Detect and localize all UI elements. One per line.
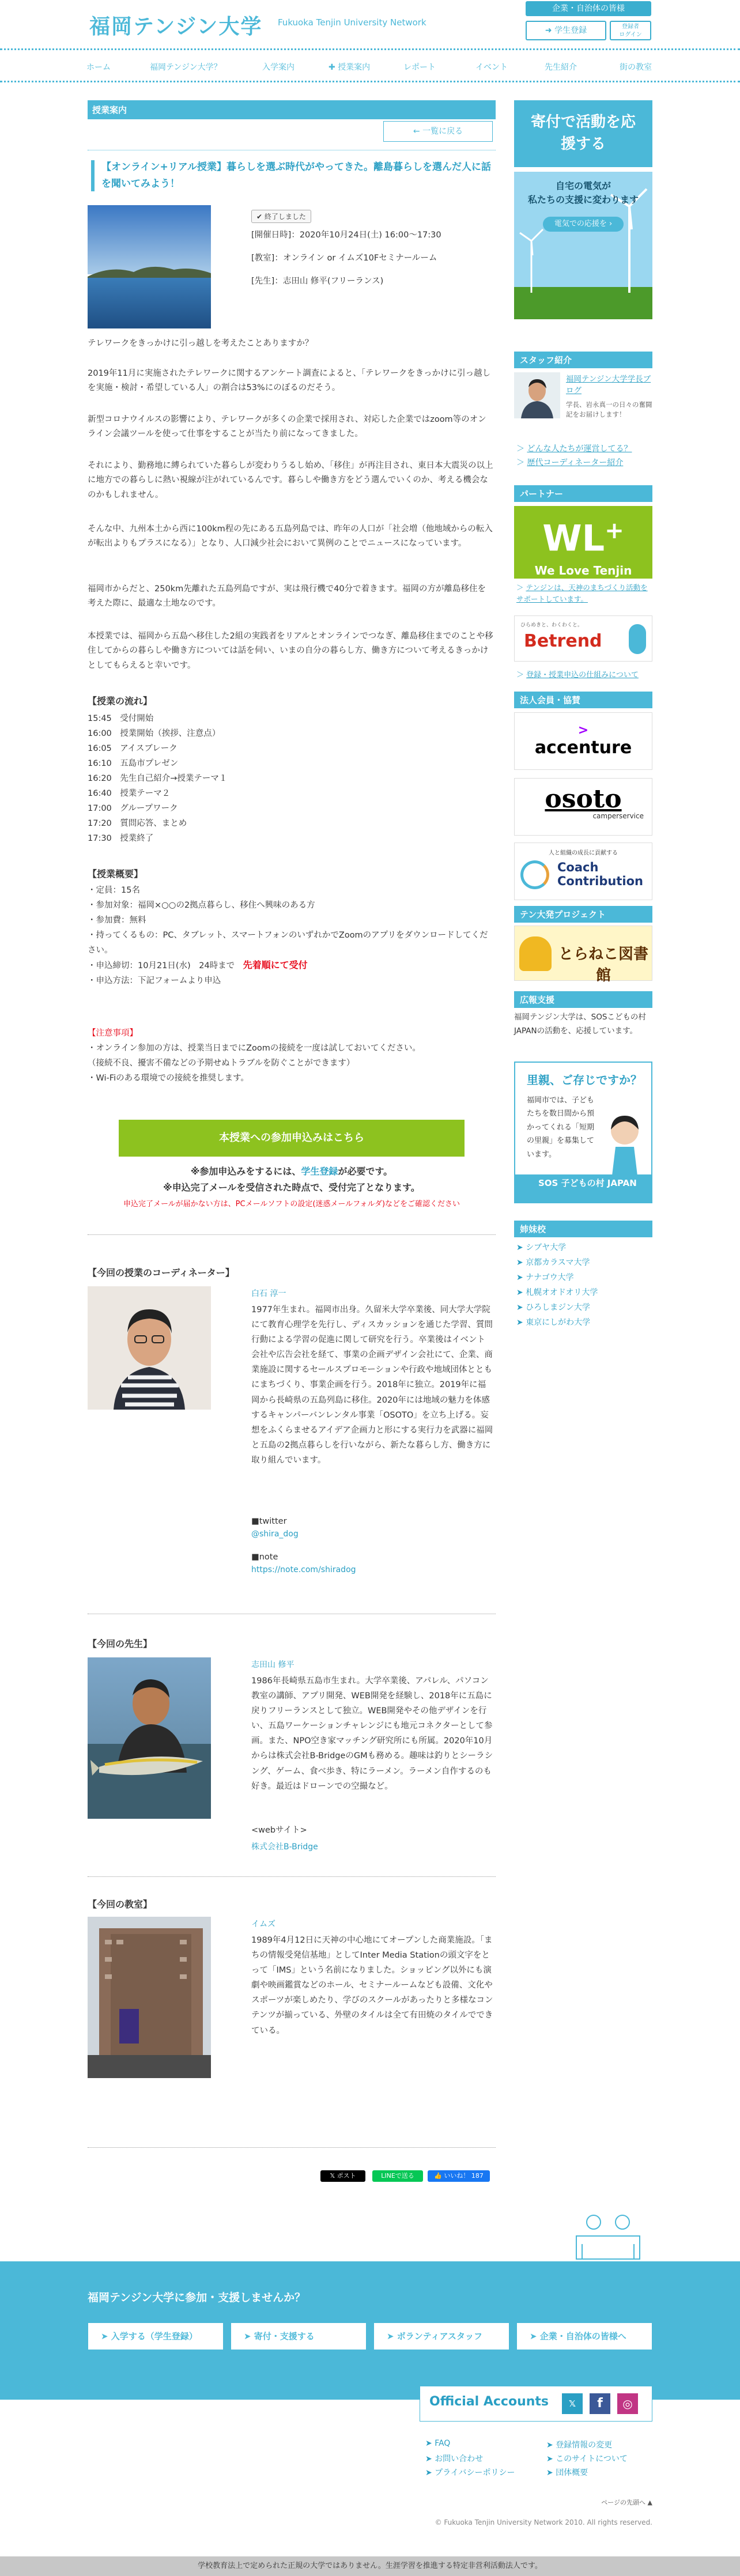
sister-school-link[interactable]: ➤ ひろしまジン大学 bbox=[516, 1303, 590, 1312]
arrow-icon: ➜ bbox=[545, 26, 555, 35]
donate-banner[interactable]: 寄付で活動を応援する bbox=[514, 100, 652, 167]
privacy-link[interactable]: ➤ プライバシーポリシー bbox=[425, 2468, 515, 2477]
main-nav bbox=[75, 56, 663, 77]
share-facebook-button[interactable] bbox=[428, 2170, 490, 2182]
class-date: [開催日時]：2020年10月24日(土) 16:00〜17:30 bbox=[251, 231, 441, 240]
nav-report[interactable]: レポート bbox=[403, 63, 436, 72]
copyright: © Fukuoka Tenjin University Network 2010. All rights reserved. bbox=[435, 2518, 652, 2526]
school-desc: 1989年4月12日に天神の中心地にてオープンした商業施設。「まちの情報受発信基地」としてInter Media Stationの頭文字をとって「IMS」という名前になりました。ショッピング以外にも演劇や映画鑑賞などのホール、セミナールームなども設備、文化やスポーツが楽しめたり、学びのスクールがあったりと多様なコンテンツが揃っている、外壁のタイルは全て有田焼のタイルでできている。 bbox=[251, 1936, 493, 2035]
facebook-icon[interactable]: f bbox=[590, 2393, 610, 2414]
nav-classes[interactable]: ✚ 授業案内 bbox=[329, 63, 371, 72]
section-label: 授業案内 bbox=[88, 100, 496, 119]
foster-banner[interactable] bbox=[514, 1062, 652, 1203]
bottom-notice-bar: 学校教育法上で定められた正規の大学ではありません。生涯学習を推進する特定非営利活動法人です。 bbox=[0, 2556, 740, 2576]
register-label: 学生登録 bbox=[554, 26, 587, 35]
title-accent bbox=[91, 160, 95, 191]
registration-info-label: 登録・授業申込の仕組みについて bbox=[526, 671, 639, 679]
register-button[interactable] bbox=[526, 21, 606, 40]
toraneko-library-banner[interactable] bbox=[514, 926, 652, 984]
coach-logo-icon bbox=[520, 860, 549, 889]
person-photo bbox=[88, 1286, 211, 1410]
corporate-heading: 法人会員・協賛 bbox=[514, 692, 652, 708]
teacher-bio: 1986年長崎県五島市生まれ。大学卒業後、アパレル、パソコン教室の講師、アプリ開発、WEB開発を経験し、2018年に五島に戻りフリーランスとして独立。WEB開発やその他デザインを行い、五島ワーケーションチャレンジにも地元コネクターとして参画。また、NPO空き家マッチング研究所にも所属。2020年10月からは株式会社B-BridgeのGMも務める。趣味は釣りとシーラシング、ゲーム、食べ歩き、特にラーメン。ラーメン自作するのも好き。最近はドローンでの空撮など。 bbox=[251, 1676, 493, 1791]
coach-tagline: 人と組織の成長に貢献する bbox=[549, 850, 618, 856]
corporate-button[interactable]: 企業・自治体の皆様 bbox=[526, 1, 651, 16]
nav-admission[interactable]: 入学案内 bbox=[262, 63, 295, 72]
footer-link-label: 団体概要 bbox=[556, 2468, 588, 2477]
outline-item: ・申込方法：下記フォームより申込 bbox=[88, 976, 221, 985]
fishing-photo bbox=[88, 1657, 211, 1819]
wl-text: WL bbox=[542, 517, 605, 560]
flow-title: 【授業の流れ】 bbox=[88, 696, 153, 707]
footer-button-label: 寄付・支援する bbox=[254, 2331, 315, 2341]
twitter-icon[interactable]: 𝕏 bbox=[562, 2393, 583, 2414]
caution-list bbox=[88, 1026, 493, 1086]
flow-item: 17:30 授業終了 bbox=[88, 834, 154, 843]
accenture-logo: accenture bbox=[534, 738, 632, 758]
staff-link-label: どんな人たちが運営してる？ bbox=[527, 444, 632, 454]
twitter-link[interactable]: @shira_dog bbox=[251, 1529, 299, 1539]
outline-title: 【授業概要】 bbox=[88, 868, 144, 879]
nav-classes-label: 授業案内 bbox=[338, 63, 371, 72]
official-accounts-title: Official Accounts bbox=[429, 2394, 549, 2409]
school-name[interactable]: イムズ bbox=[251, 1920, 275, 1929]
x-icon: 𝕏 bbox=[330, 2172, 337, 2180]
sister-schools-list bbox=[516, 1240, 598, 1330]
energy-line-1: 自宅の電気が bbox=[555, 180, 611, 191]
we-love-tenjin-banner[interactable] bbox=[514, 506, 652, 579]
footer-illustration bbox=[565, 2201, 651, 2265]
body-paragraph: 福岡市からだと、250km先離れた五島列島ですが、実は飛行機で40分で着きます。福岡の方が離島移住を考えた際に、最適な土地なのです。 bbox=[88, 584, 486, 609]
teacher-web-link[interactable]: 株式会社B-Bridge bbox=[251, 1842, 318, 1852]
outline-item bbox=[88, 958, 493, 973]
nav-divider bbox=[0, 81, 740, 82]
partner-heading: パートナー bbox=[514, 485, 652, 502]
sister-school-label[interactable]: ひろしまジン大学 bbox=[526, 1303, 590, 1312]
caution-title: 【注意事項】 bbox=[88, 1029, 138, 1038]
foster-title: 里親、ご存じですか？ bbox=[527, 1073, 642, 1087]
teacher-name[interactable]: 志田山 修平 bbox=[251, 1660, 295, 1670]
nav-teachers[interactable]: 先生紹介 bbox=[545, 63, 577, 72]
osoto-logo: osoto bbox=[545, 784, 622, 814]
coordinators-link-label: 歴代コーディネーター紹介 bbox=[527, 458, 624, 467]
class-photo bbox=[88, 205, 211, 328]
osoto-subtitle: camperservice bbox=[592, 812, 644, 820]
divider bbox=[88, 1876, 496, 1877]
share-x-button[interactable] bbox=[320, 2170, 365, 2182]
osoto-banner[interactable] bbox=[514, 778, 652, 836]
apply-button[interactable]: 本授業への参加申込みはこちら bbox=[119, 1120, 465, 1157]
share-x-label: ポスト bbox=[337, 2172, 356, 2180]
update-info-link[interactable]: ➤ 登録情報の変更 bbox=[546, 2441, 613, 2450]
sos-footer bbox=[515, 1174, 651, 1202]
accenture-banner[interactable] bbox=[514, 712, 652, 770]
body-paragraph: 新型コロナウイルスの影響により、テレワークが多くの企業で採用され、対応した企業ではzoom等のオンライン会議ツールを使って仕事をすることが当たり前になってきました。 bbox=[88, 415, 486, 439]
president-avatar bbox=[514, 372, 560, 418]
pr-heading: 広報支援 bbox=[514, 991, 652, 1008]
staff-desc: 学長、岩永真一の日々の奮闘記をお届けします！ bbox=[566, 401, 652, 419]
caution-item: ・オンライン参加の方は、授業当日までにZoomの接続を一度は試しておいてください。 bbox=[88, 1044, 421, 1053]
project-heading: テン大発プロジェクト bbox=[514, 906, 652, 923]
energy-button[interactable]: 電気での応援を › bbox=[543, 217, 624, 232]
deadline: ・申込締切：10月21日(水) 24時まで bbox=[88, 961, 235, 970]
caution-item: （接続不良、擾害不備などの予期せぬトラブルを防ぐことができます） bbox=[88, 1059, 355, 1068]
footer-register-button[interactable]: ➤ 入学する（学生登録） bbox=[88, 2322, 224, 2350]
school-title: 【今回の教室】 bbox=[88, 1899, 153, 1910]
deadline-note: 先着順にて受付 bbox=[243, 960, 308, 970]
flow-item: 17:00 グループワーク bbox=[88, 804, 178, 813]
site-logo[interactable]: 福岡テンジン大学 bbox=[89, 15, 263, 39]
president-photo bbox=[514, 372, 560, 418]
faq-link[interactable]: ➤ FAQ bbox=[425, 2439, 451, 2448]
flow-item: 15:45 受付開始 bbox=[88, 714, 154, 723]
footer-link-label: プライバシーポリシー bbox=[435, 2468, 515, 2477]
official-accounts bbox=[420, 2386, 652, 2422]
note-link[interactable]: https://note.com/shiradog bbox=[251, 1565, 356, 1574]
body-paragraph: それにより、勤務地に縛られていた暮らしが変わりうるし始め、「移住」が再注目され、東日本大震災の以上に地方での暮らしに熱い視線が注がれているんです。暮らしや働き方をどう選んでいくのか、考える機会なのかもしれません。 bbox=[88, 461, 493, 500]
coordinator-title: 【今回の授業のコーディネーター】 bbox=[88, 1267, 235, 1278]
sos-label: SOS 子どもの村 JAPAN bbox=[538, 1178, 637, 1188]
betrend-logo: Betrend bbox=[524, 631, 602, 651]
coordinator-name[interactable]: 白石 淳一 bbox=[251, 1289, 286, 1298]
betrend-banner[interactable] bbox=[514, 615, 652, 662]
pr-text: 福岡テンジン大学は、SOSこどもの村JAPANの活動を、応援しています。 bbox=[514, 1013, 646, 1036]
apply-note-3: 申込完了メールが届かない方は、PCメールソフトの設定(迷惑メールフォルダ)などをご確認ください bbox=[123, 1200, 460, 1208]
check-icon: ✔ bbox=[256, 213, 265, 221]
page-top-link[interactable]: ページの先頭へ ▲ bbox=[601, 2499, 652, 2506]
child-illustration bbox=[602, 1112, 648, 1176]
energy-button-label: 電気での応援を bbox=[554, 220, 607, 228]
sister-school-label[interactable]: 京都カラスマ大学 bbox=[526, 1258, 590, 1267]
footer-button-label: 企業・自治体の皆様へ bbox=[539, 2331, 626, 2341]
body-paragraph: テレワークをきっかけに引っ越しを考えたことありますか？ bbox=[88, 339, 314, 348]
wl-subtitle: We Love Tenjin bbox=[534, 563, 632, 577]
about-site-link[interactable]: ➤ このサイトについて bbox=[546, 2454, 628, 2464]
energy-banner[interactable] bbox=[514, 172, 652, 319]
flow-item: 17:20 質問応答、まとめ bbox=[88, 819, 187, 828]
chevron-icon: > bbox=[577, 723, 589, 738]
wl-logo: WL+ bbox=[542, 517, 624, 560]
nav-event[interactable]: イベント bbox=[475, 63, 508, 72]
shield-icon bbox=[629, 624, 646, 654]
apply-note-2: ※申込完了メールを受信された時点で、受付完了となります。 bbox=[163, 1182, 420, 1193]
footer-corporate-button[interactable]: ➤ 企業・自治体の皆様へ bbox=[516, 2322, 652, 2350]
cat-icon bbox=[519, 936, 552, 971]
body-paragraph: 本授業では、福岡から五島へ移住した2組の実践者をリアルとオンラインでつなぎ、離島移住までのことや移住してからの暮らしや働き方については話を伺い、いまの自分の暮らし方、働き方について考えるきっかけとしてもらえると幸いです。 bbox=[88, 632, 493, 670]
sister-school-link[interactable]: ➤ 京都カラスマ大学 bbox=[516, 1258, 590, 1267]
outline-list bbox=[88, 883, 493, 988]
sister-school-label[interactable]: ナナゴウ大学 bbox=[526, 1273, 574, 1282]
register-link[interactable]: 学生登録 bbox=[301, 1166, 338, 1177]
foster-text: 福岡市では、子どもたちを数日間から預かってくれる「短期の里親」を募集しています。 bbox=[527, 1096, 595, 1159]
sister-school-link[interactable]: ➤ 札幌オオドオリ大学 bbox=[516, 1288, 598, 1297]
divider bbox=[88, 2147, 496, 2148]
web-label: <webサイト> bbox=[251, 1826, 307, 1835]
sister-school-label[interactable]: 東京にしがわ大学 bbox=[526, 1318, 591, 1327]
flow-item: 16:20 先生自己紹介→授業テーマ１ bbox=[88, 774, 228, 783]
share-line-button[interactable]: LINEで送る bbox=[372, 2170, 423, 2182]
sister-schools-heading: 姉妹校 bbox=[514, 1221, 652, 1237]
site-logo-en: Fukuoka Tenjin University Network bbox=[278, 17, 426, 28]
class-place: [教室]：オンライン or イムズ10Fセミナールーム bbox=[251, 254, 437, 263]
share-fb-label: いいね！ 187 bbox=[444, 2172, 484, 2180]
partner-link[interactable]: ＞ テンジンは、天神のまちづくり活動をサポートしています。 bbox=[516, 583, 648, 603]
footer-link-label: このサイトについて bbox=[556, 2454, 628, 2464]
flow-item: 16:10 五島市プレゼン bbox=[88, 759, 179, 768]
divider bbox=[88, 1234, 496, 1235]
footer-button-label: ボランティアスタッフ bbox=[397, 2331, 482, 2341]
coach-logo: Coach Contribution bbox=[557, 860, 643, 889]
ended-label: 終了しました bbox=[264, 213, 306, 221]
footer-donate-button[interactable]: ➤ 寄付・支援する bbox=[231, 2322, 367, 2350]
staff-blog-link[interactable]: 福岡テンジン大学学長ブログ bbox=[566, 375, 651, 396]
teacher-title: 【今回の先生】 bbox=[88, 1638, 153, 1649]
toraneko-logo: とらねこ図書館 bbox=[558, 946, 648, 984]
back-to-list-button[interactable] bbox=[383, 121, 493, 142]
outline-item: ・定員：15名 bbox=[88, 886, 140, 895]
nav-about[interactable]: 福岡テンジン大学？ bbox=[150, 63, 222, 72]
sister-school-label[interactable]: 札幌オオドオリ大学 bbox=[526, 1288, 598, 1297]
flow-item: 16:40 授業テーマ２ bbox=[88, 789, 171, 798]
contact-link[interactable]: ➤ お問い合わせ bbox=[425, 2454, 484, 2464]
sister-school-link[interactable]: ➤ 東京にしがわ大学 bbox=[516, 1318, 591, 1327]
class-teacher: [先生]：志田山 修平(フリーランス) bbox=[251, 277, 384, 286]
back-arrow-icon: ← bbox=[413, 127, 423, 136]
betrend-tagline: ひらめきと、わくわくと。 bbox=[520, 622, 583, 628]
caution-item: ・Wi-Fiのある環境での接続を推奨します。 bbox=[88, 1074, 249, 1083]
staff-heading: スタッフ紹介 bbox=[514, 352, 652, 368]
outline-item: ・参加費：無料 bbox=[88, 916, 146, 925]
school-photo bbox=[88, 1917, 211, 2078]
footer-headline: 福岡テンジン大学に参加・支援しませんか？ bbox=[88, 2291, 306, 2304]
nav-home[interactable]: ホーム bbox=[86, 63, 111, 72]
note-text: が必要です。 bbox=[338, 1166, 393, 1177]
footer-button-label: 入学する（学生登録） bbox=[111, 2331, 198, 2341]
partner-link-label: テンジンは、天神のまちづくり活動をサポートしています。 bbox=[516, 583, 648, 603]
footer-volunteer-button[interactable]: ➤ ボランティアスタッフ bbox=[373, 2322, 509, 2350]
nav-classrooms[interactable]: 街の教室 bbox=[620, 63, 652, 72]
instagram-icon[interactable]: ◎ bbox=[617, 2393, 638, 2414]
energy-line-2: 私たちの支援に変わります bbox=[527, 194, 639, 205]
coach-contribution-banner[interactable] bbox=[514, 843, 652, 900]
teacher-photo bbox=[88, 1657, 211, 1819]
twitter-label: ■twitter bbox=[251, 1517, 287, 1526]
class-title: 【オンライン+リアル授業】暮らしを選ぶ時代がやってきた。離島暮らしを選んだ人に話を聞いてみよう！ bbox=[101, 161, 492, 190]
body-paragraph: そんな中、九州本土から西に100km程の先にある五島列島では、昨年の人口が「社会増（他地域からの転入が転出よりもプラスになる）」となり、人口減少社会において異例のことでニュースになっています。 bbox=[88, 524, 493, 549]
apply-note-1 bbox=[88, 1164, 496, 1177]
sister-school-link[interactable]: ➤ ナナゴウ大学 bbox=[516, 1273, 574, 1282]
sea-photo bbox=[88, 205, 211, 328]
staff-link[interactable]: ＞ どんな人たちが運営してる？ bbox=[516, 444, 632, 454]
note-label: ■note bbox=[251, 1553, 278, 1562]
building-photo bbox=[88, 1917, 211, 2078]
outline-item: ・参加対象：福岡×○○の2拠点暮らし、移住へ興味のある方 bbox=[88, 901, 315, 910]
header-divider bbox=[0, 48, 740, 50]
back-label: 一覧に戻る bbox=[422, 127, 463, 136]
organization-link[interactable]: ➤ 団体概要 bbox=[546, 2468, 588, 2477]
sister-school-link[interactable]: ➤ シブヤ大学 bbox=[516, 1243, 567, 1252]
footer-link-label: FAQ bbox=[435, 2439, 451, 2448]
footer-link-label: お問い合わせ bbox=[435, 2454, 484, 2464]
coordinators-link[interactable]: ＞ 歴代コーディネーター紹介 bbox=[516, 458, 624, 467]
thumbs-up-icon: 👍 bbox=[434, 2172, 444, 2180]
flow-list bbox=[88, 711, 227, 846]
note-text: ※参加申込みをするには、 bbox=[190, 1166, 301, 1177]
coordinator-bio: 1977年生まれ。福岡市出身。久留米大学卒業後、同大学大学院にて教育心理学を先行し、ディスカッションを通じた学習、質問行動による学習の促進に関して研究を行う。卒業後はイベント会社や広告会社を経て、事業の企画デザイン会社にて、企業、商業施設に関するセールスプロモーションや行政や地域団体とともにまちづくり、事業企画を行う。2018年に独立。2019年に福岡から長崎県の五島列島に移住。2020年には地域の魅力を体感するキャンパーバンレンタル事業「OSOTO」を立ち上げる。妄想をふくらませるアイデア企画力と形にする実行力を武器に福岡と五島の2拠点暮らしを行いながら、新たな暮らし方、働き方に取り組んでいます。 bbox=[251, 1305, 493, 1465]
coordinator-photo bbox=[88, 1286, 211, 1410]
flow-item: 16:00 授業開始（挨拶、注意点） bbox=[88, 729, 221, 738]
login-button[interactable]: 登録者 ログイン bbox=[610, 21, 651, 40]
body-paragraph: 2019年11月に実施されたテレワークに関するアンケート調査によると、「テレワークをきっかけに引っ越しを実施・検討・希望している人」の割合は53%にのぼるのだそう。 bbox=[88, 369, 491, 393]
footer-link-label: 登録情報の変更 bbox=[556, 2441, 613, 2450]
flow-item: 16:05 アイスブレーク bbox=[88, 744, 178, 753]
sister-school-label[interactable]: シブヤ大学 bbox=[526, 1243, 567, 1252]
outline-item: ・持ってくるもの：PC、タブレット、スマートフォンのいずれかでZoomのアプリをダウンロードしてください。 bbox=[88, 931, 488, 955]
ended-badge bbox=[251, 210, 311, 223]
registration-info-link[interactable]: ＞ 登録・授業申込の仕組みについて bbox=[516, 671, 639, 679]
